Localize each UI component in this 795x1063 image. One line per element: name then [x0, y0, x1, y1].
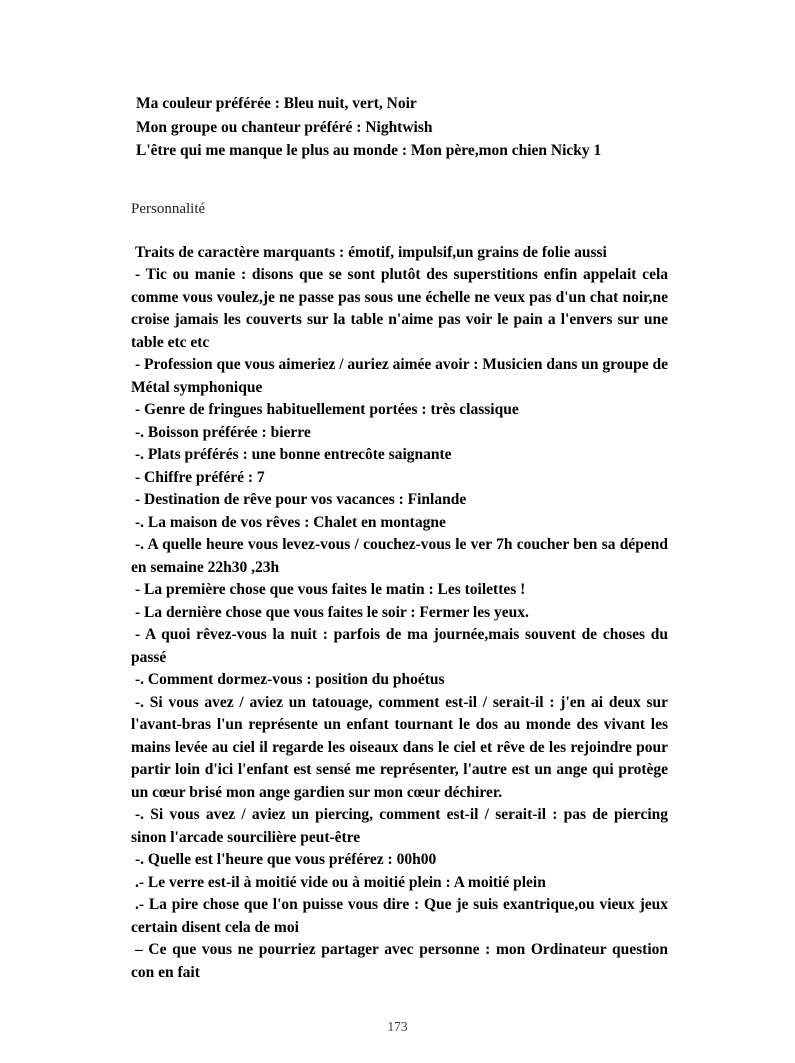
paragraph-partager: – Ce que vous ne pourriez partager avec personne : mon Ordinateur question con en fait: [131, 941, 668, 981]
page-number: 173: [387, 1019, 408, 1034]
paragraph-destination: - Destination de rêve pour vos vacances : Finlande: [135, 491, 467, 508]
paragraph-plats: -. Plats préférés : une bonne entrecôte saignante: [135, 446, 452, 463]
intro-block: [131, 92, 668, 163]
paragraph-reves-nuit: - A quoi rêvez-vous la nuit : parfois de ma journée,mais souvent de choses du passé: [131, 626, 668, 666]
paragraph-derniere-chose: - La dernière chose que vous faites le soir : Fermer les yeux.: [135, 603, 529, 621]
paragraph-chiffre: - Chiffre préféré : 7: [135, 468, 265, 486]
paragraph-heure-lever: -. A quelle heure vous levez-vous / couchez-vous le ver 7h coucher ben sa dépend en semaine 22h30 ,23h: [131, 536, 668, 576]
paragraph-piercing: -. Si vous avez / aviez un piercing, comment est-il / serait-il : pas de piercing sinon l'arcade sourcilière peut-être: [131, 806, 668, 846]
intro-line-favorite-color: Ma couleur préférée : Bleu nuit, vert, Noir: [136, 95, 417, 112]
paragraph-tatouage: -. Si vous avez / aviez un tatouage, comment est-il / serait-il : j'en ai deux sur l'avant-bras l'un représente un enfant tournant le dos au monde des vivant les mains levée au ciel il regarde les oiseaux dans le ciel et rêve de les rejoindre pour partir loin d'ici l'enfant est sensé me représenter, l'autre est un ange qui protège un cœur brisé mon ange gardien sur mon cœur déchirer.: [131, 693, 668, 801]
paragraph-tic-manie: - Tic ou manie : disons que se sont plutôt des superstitions enfin appelait cela comme vous voulez,je ne passe pas sous une échelle ne veux pas d'un chat noir,ne croise jamais les couverts sur la table n'aime pas voir le pain a l'envers sur une table etc etc: [131, 266, 668, 351]
paragraph-traits: Traits de caractère marquants : émotif, impulsif,un grains de folie aussi: [135, 243, 607, 261]
intro-line-missed-being: L'être qui me manque le plus au monde : Mon père,mon chien Nicky 1: [136, 142, 602, 159]
paragraph-heure-preferee: -. Quelle est l'heure que vous préférez : 00h00: [135, 851, 437, 868]
paragraph-maison: -. La maison de vos rêves : Chalet en montagne: [135, 513, 446, 531]
paragraph-profession: - Profession que vous aimeriez / auriez aimée avoir : Musicien dans un groupe de Métal symphonique: [131, 356, 669, 396]
page-content: [131, 92, 668, 984]
paragraph-dormir: -. Comment dormez-vous : position du phoétus: [135, 671, 445, 688]
paragraph-boisson: -. Boisson préférée : bierre: [135, 423, 311, 441]
paragraph-pire-chose: .- La pire chose que l'on puisse vous dire : Que je suis exantrique,ou vieux jeux certain disent cela de moi: [131, 896, 668, 936]
intro-line-favorite-band: Mon groupe ou chanteur préféré : Nightwish: [136, 118, 433, 136]
paragraph-verre: .- Le verre est-il à moitié vide ou à moitié plein : A moitié plein: [135, 873, 546, 891]
personality-body: [131, 242, 668, 985]
paragraph-premiere-chose: - La première chose que vous faites le matin : Les toilettes !: [135, 581, 526, 598]
paragraph-fringues: - Genre de fringues habituellement portées : très classique: [135, 401, 519, 418]
section-heading-personnalite: Personnalité: [131, 200, 206, 217]
